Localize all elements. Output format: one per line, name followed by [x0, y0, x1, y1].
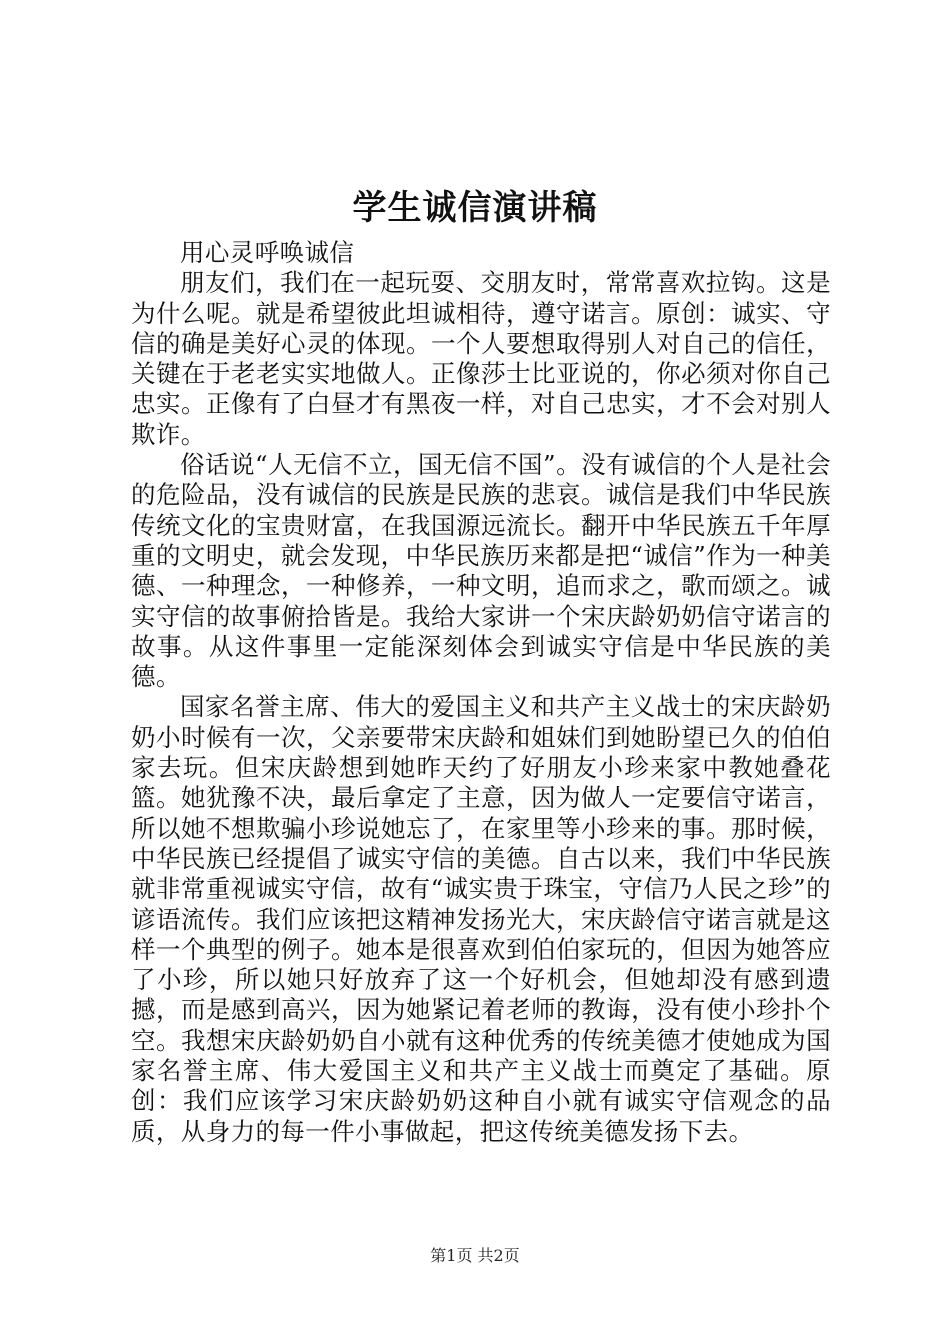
- body-paragraph-2: 俗话说“人无信不立，国无信不国”。没有诚信的个人是社会的危险品，没有诚信的民族是民族的悲哀。诚信是我们中华民族传统文化的宝贵财富，在我国源远流长。翻开中华民族五千年厚重的文明史，就会发现，中华民族历来都是把“诚信”作为一种美德、一种理念，一种修养，一种文明，追而求之，歌而颂之。诚实守信的故事俯拾皆是。我给大家讲一个宋庆龄奶奶信守诺言的故事。从这件事里一定能深刻体会到诚实守信是中华民族的美德。: [131, 450, 831, 692]
- body-paragraph-1: 朋友们，我们在一起玩耍、交朋友时，常常喜欢拉钩。这是为什么呢。就是希望彼此坦诚相待，遵守诺言。原创：诚实、守信的确是美好心灵的体现。一个人要想取得别人对自己的信任，关键在于老老实实地做人。正像莎士比亚说的，你必须对你自己忠实。正像有了白昼才有黑夜一样，对自己忠实，才不会对别人欺诈。: [131, 268, 831, 449]
- document-body: [131, 238, 831, 1147]
- body-paragraph-3: 国家名誉主席、伟大的爱国主义和共产主义战士的宋庆龄奶奶小时候有一次，父亲要带宋庆龄和姐妹们到她盼望已久的伯伯家去玩。但宋庆龄想到她昨天约了好朋友小珍来家中教她叠花篮。她犹豫不决，最后拿定了主意，因为做人一定要信守诺言，所以她不想欺骗小珍说她忘了，在家里等小珍来的事。那时候，中华民族已经提倡了诚实守信的美德。自古以来，我们中华民族就非常重视诚实守信，故有“诚实贵于珠宝，守信乃人民之珍”的谚语流传。我们应该把这精神发扬光大，宋庆龄信守诺言就是这样一个典型的例子。她本是很喜欢到伯伯家玩的，但因为她答应了小珍，所以她只好放弃了这一个好机会，但她却没有感到遗撼，而是感到高兴，因为她紧记着老师的教诲，没有使小珍扑个空。我想宋庆龄奶奶自小就有这种优秀的传统美德才使她成为国家名誉主席、伟大爱国主义和共产主义战士而奠定了基础。原创：我们应该学习宋庆龄奶奶这种自小就有诚实守信观念的品质，从身力的每一件小事做起，把这传统美德发扬下去。: [131, 692, 831, 1146]
- document-title: 学生诚信演讲稿: [352, 188, 598, 228]
- page-footer: 第1页 共2页: [430, 1246, 520, 1265]
- subtitle-paragraph: 用心灵呼唤诚信: [180, 238, 355, 267]
